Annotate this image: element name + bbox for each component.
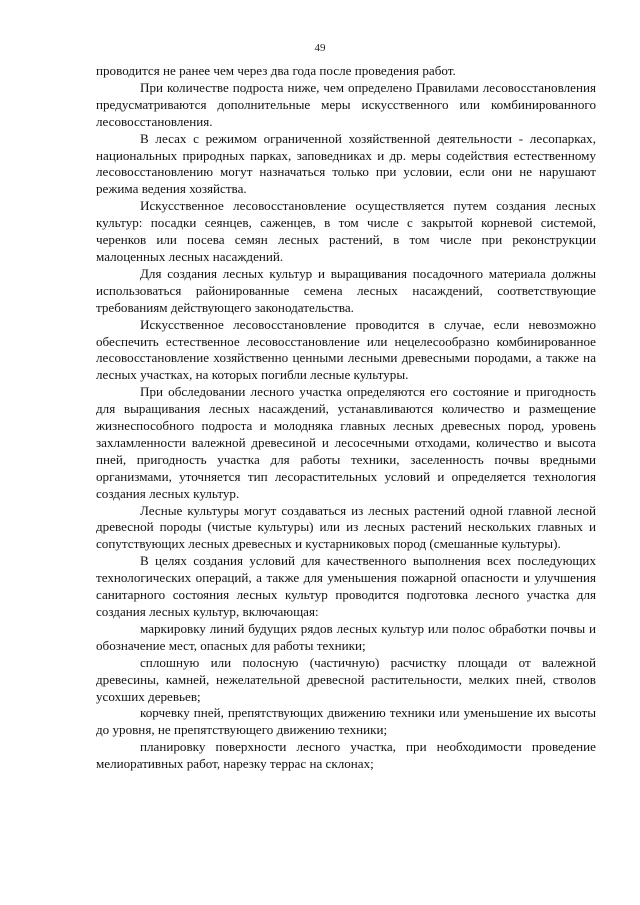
paragraph: Лесные культуры могут создаваться из лесных растений одной главной лесной древесной породы (чистые культуры) или из лесных растений нескольких главных и сопутствующих лесных древесных и кустарниковых пород (смешанные культуры). [96,502,596,552]
page-number: 49 [314,42,326,54]
paragraph: Искусственное лесовосстановление осуществляется путем создания лесных культур: посадки сеянцев, саженцев, в том числе с закрытой корневой системой, черенков или посева семян лесных растений, в том числе при реконструкции малоценных лесных насаждений. [96,198,596,264]
paragraph: В целях создания условий для качественного выполнения всех последующих технологических операций, а также для уменьшения пожарной опасности и улучшения санитарного состояния лесных культур проводится подготовка лесного участка для создания лесных культур, включающая: [96,553,596,619]
paragraph: Искусственное лесовосстановление проводится в случае, если невозможно обеспечить естественное лесовосстановление или нецелесообразно комбинированное лесовосстановление хозяйственно ценными лесными древесными породами, а также на лесных участках, на которых погибли лесные культуры. [96,316,596,383]
list-item: сплошную или полосную (частичную) расчистку площади от валежной древесины, камней, нежелательной древесной растительности, мелких пней, стволов усохших деревьев; [96,654,596,704]
list-item: маркировку линий будущих рядов лесных культур или полос обработки почвы и обозначение мест, опасных для работы техники; [96,620,596,653]
paragraph: Для создания лесных культур и выращивания посадочного материала должны использоваться районированные семена лесных насаждений, соответствующие требованиям действующего законодательства. [96,265,596,315]
list-item: планировку поверхности лесного участка, при необходимости проведение мелиоративных работ, нарезку террас на склонах; [96,739,596,772]
list-item: корчевку пней, препятствующих движению техники или уменьшение их высоты до уровня, не препятствующего движению техники; [96,705,596,738]
paragraph: При количестве подроста ниже, чем определено Правилами лесовосстановления предусматриваются дополнительные меры искусственного или комбинированного лесовосстановления. [96,79,596,129]
document-body [96,63,596,773]
paragraph: При обследовании лесного участка определяются его состояние и пригодность для выращивания лесных насаждений, устанавливаются количество и размещение жизнеспособного подроста и молодняка главных лесных древесных пород, уровень захламленности валежной древесиной и лесосечными отходами, количество и высота пней, пригодность участка для работы техники, заселенность почвы вредными организмами, уточняется тип лесорастительных условий и определяется технология создания лесных культур. [96,384,596,501]
paragraph: В лесах с режимом ограниченной хозяйственной деятельности - лесопарках, национальных природных парках, заповедниках и др. меры содействия естественному лесовосстановлению могут назначаться только при условии, если они не нарушают режима ведения хозяйства. [96,130,596,197]
paragraph-continuation: проводится не ранее чем через два года после проведения работ. [96,63,456,78]
